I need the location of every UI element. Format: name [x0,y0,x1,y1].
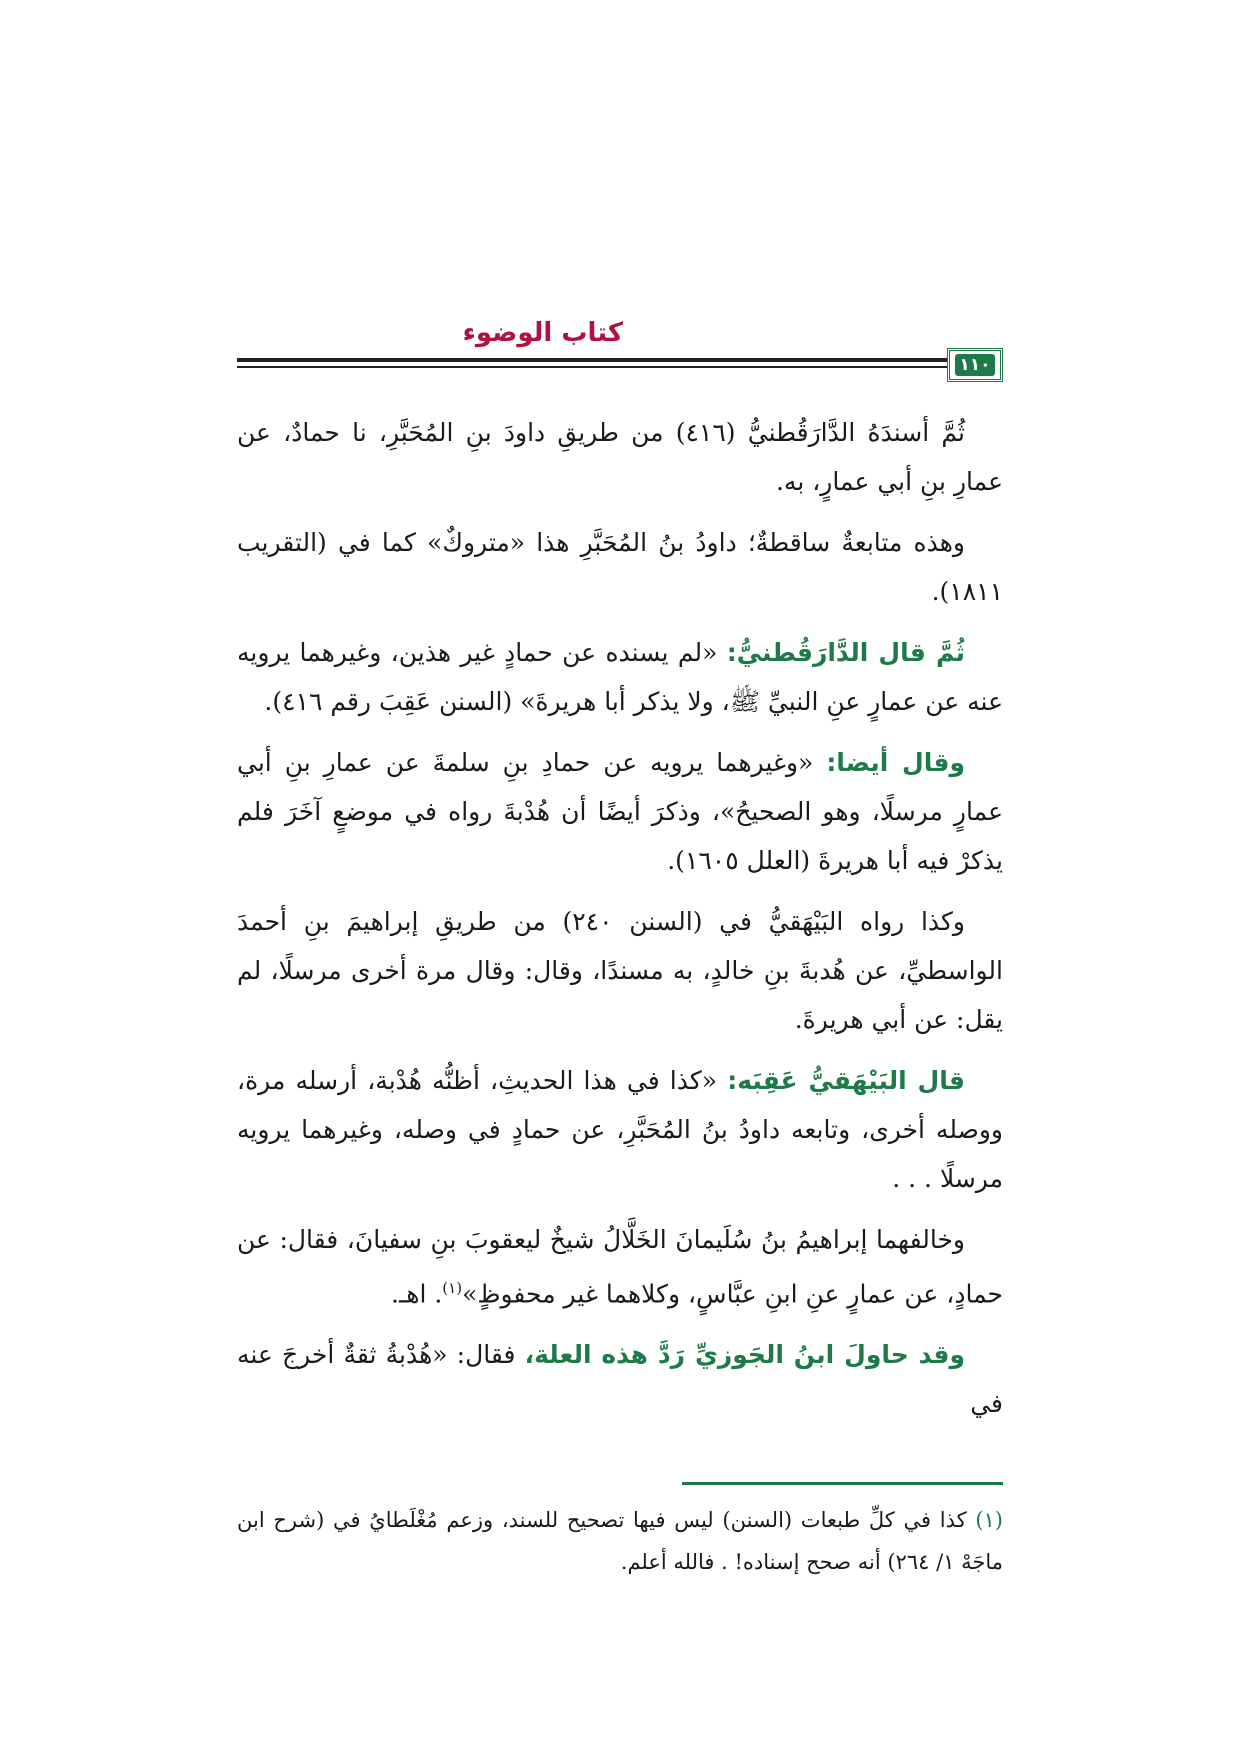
page-header [237,318,1003,388]
footnote-text: كذا في كلِّ طبعات (السنن) ليس فيها تصحيح للسند، وزعم مُغْلَطايُ في (شرح ابن ماجَهْ ١/ ٢٦٤) أنه صحح إسناده! . فالله أعلم. [237,1508,1003,1574]
book-title: كتاب الوضوء [462,318,623,348]
paragraph-text: «كذا في هذا الحديثِ، أظنُّه هُدْبة، أرسله مرة، ووصله أخرى، وتابعه داودُ بنُ المُحَبَّرِ، عن حمادٍ في وصله، وغيرهما يرويه مرسلًا . . . [237,1066,1003,1193]
paragraph-text: «وغيرهما يرويه عن حمادِ بنِ سلمةَ عن عمارِ بنِ أبي عمارٍ مرسلًا، وهو الصحيحُ»، وذكرَ أيضًا أن هُدْبةَ رواه في موضعٍ آخَرَ فلم يذكرْ فيه أبا هريرةَ (العلل ١٦٠٥). [237,748,1003,875]
paragraph-lead: وقد حاولَ ابنُ الجَوزيِّ رَدَّ هذه العلة، [524,1340,965,1370]
paragraph [237,628,1003,726]
paragraph-lead: ثُمَّ قال الدَّارَقُطنيُّ: [726,638,965,667]
paragraph-text: وهذه متابعةٌ ساقطةٌ؛ داودُ بنُ المُحَبَّرِ هذا «متروكٌ» كما في (التقريب ١٨١١). [237,528,1003,606]
page-number: ١١٠ [955,354,995,376]
paragraph-text: وخالفهما إبراهيمُ بنُ سُلَيمانَ الخَلَّالُ شيخٌ ليعقوبَ بنِ سفيانَ، فقال: عن حمادٍ، عن عمارٍ عنِ ابنِ عبَّاسٍ، وكلاهما غير محفوظٍ» [237,1225,1003,1309]
paragraph [237,1056,1003,1203]
page-number-badge [947,348,1003,382]
paragraph-text: وكذا رواه البَيْهَقيُّ في (السنن ٢٤٠) من طريقِ إبراهيمَ بنِ أحمدَ الواسطيِّ، عن هُدبةَ بنِ خالدٍ، به مسندًا، وقال: وقال مرة أخرى مرسلًا، لم يقل: عن أبي هريرةَ. [237,907,1003,1034]
paragraph [237,1330,1003,1428]
footnote-marker[interactable]: (١) [442,1279,463,1297]
footnote-separator [682,1482,1003,1485]
paragraph [237,518,1003,616]
footnote [237,1499,1003,1583]
paragraph [237,738,1003,885]
paragraph-text: فقال: «هُدْبةُ ثقةٌ أخرجَ عنه في [237,1340,1003,1419]
paragraph [237,408,1003,506]
paragraph [237,897,1003,1044]
paragraph-tail: . اهـ. [391,1279,443,1309]
paragraph-text: «لم يسنده عن حمادٍ غير هذين، وغيرهما يرويه عنه عن عمارٍ عنِ النبيِّ ﷺ، ولا يذكر أبا هريرةَ» (السنن عَقِبَ رقم ٤١٦). [237,638,1003,716]
paragraph-lead: وقال أيضا: [826,748,965,777]
paragraph [237,1215,1003,1318]
header-rule-thick [237,358,1003,362]
badge-rule-thin [919,366,941,368]
badge-rule-thick [919,358,941,362]
paragraph-lead: قال البَيْهَقيُّ عَقِبَه: [727,1066,965,1095]
footnote-number: (١) [975,1508,1003,1532]
header-rule-thin [237,366,1003,368]
main-text [237,408,1003,1440]
paragraph-text: ثُمَّ أسندَهُ الدَّارَقُطنيُّ (٤١٦) من طريقِ داودَ بنِ المُحَبَّرِ، نا حمادٌ، عن عمارِ بنِ أبي عمارٍ، به. [237,418,1003,496]
